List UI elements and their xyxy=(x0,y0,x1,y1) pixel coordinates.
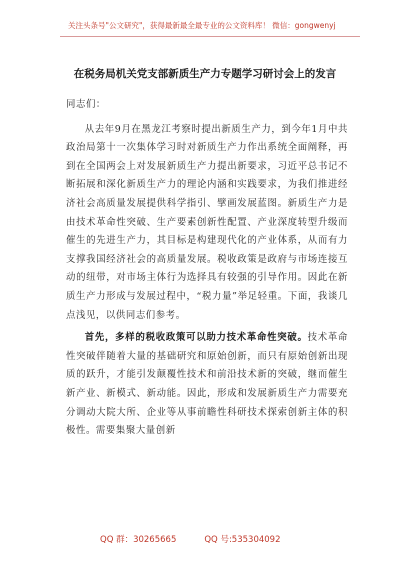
paragraph-2-text: 技术革命性突破伴随着大量的基础研究和原始创新，而只有原始创新出现质的跃升，才能引发颠覆性技术和前沿技术新的突破，继而催生新产业、新模式、新动能。因此，形成和发展新质生产力需要充分调动大院大所、企业等从事前瞻性科研技术探索创新主体的积极性。需要集聚大量创新 xyxy=(66,332,349,437)
paragraph-2 xyxy=(66,329,348,441)
header-notice: 关注头条号"公文研究"，获得最新最全最专业的公文资料库！ 微信：gongwenyj xyxy=(68,21,336,30)
paragraph-2-lead: 首先，多样的税收政策可以助力技术革命性突破。 xyxy=(84,332,308,344)
footer-contacts xyxy=(100,533,330,545)
header-divider xyxy=(60,36,360,37)
footer-qq-number: QQ 号:535304092 xyxy=(204,535,281,545)
document-title: 在税务局机关党支部新质生产力专题学习研讨会上的发言 xyxy=(73,68,337,80)
document-body xyxy=(66,96,348,441)
footer-qq-group: QQ 群：30265665 xyxy=(100,535,177,545)
salutation: 同志们： xyxy=(66,99,106,110)
paragraph-1: 从去年9月在黑龙江考察时提出新质生产力，到今年1月中共政治局第十一次集体学习时对新质生产力作出系统全面阐释，再到在全国两会上对发展新质生产力提出新要求，习近平总书记不断拓展和深化新质生产力的理论内涵和实践要求，为我们推进经济社会高质量发展提供科学指引、擘画发展蓝图。新质生产力是由技术革命性突破、生产要素创新性配置、产业深度转型升级而催生的先进生产力，其目标是构建现代化的产业体系，从而有力支撑我国经济社会的高质量发展。税收政策是政府与市场连接互动的纽带，对市场主体行为选择具有较强的引导作用。因此在新质生产力形成与发展过程中，“税力量”举足轻重。下面，我谈几点浅见，以供同志们参考。 xyxy=(66,123,348,321)
